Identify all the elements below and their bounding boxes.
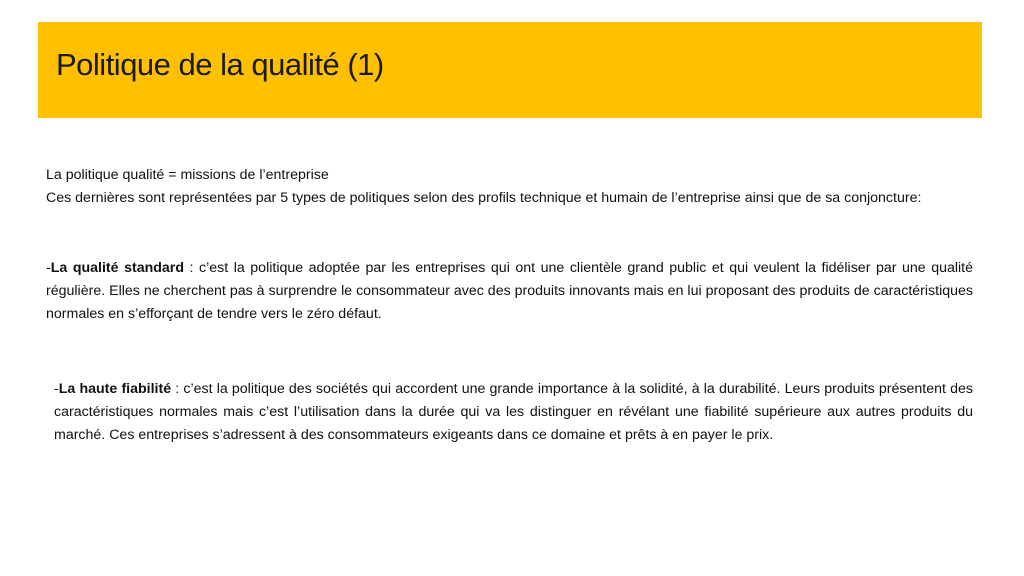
title-banner <box>38 22 982 118</box>
policy-standard-block <box>46 257 973 326</box>
policy-fiabilite-term: La haute fiabilité <box>58 381 172 397</box>
policy-fiabilite-paragraph <box>54 378 973 447</box>
intro-block <box>46 164 973 210</box>
slide-title: Politique de la qualité (1) <box>56 47 384 82</box>
policy-standard-paragraph <box>46 257 973 326</box>
policy-standard-text: : c’est la politique adoptée par les entreprises qui ont une clientèle grand public et qui veulent la fidéliser par une qualité régulière. Elles ne cherchent pas à surprendre le consommateur avec des produits innovants mais en lui proposant des produits de caractéristiques normales en s’efforçant de tendre vers le zéro défaut. <box>46 260 974 322</box>
intro-line-mission: La politique qualité = missions de l’entreprise <box>46 167 329 183</box>
policy-standard-dash: - <box>46 260 51 276</box>
policy-fiabilite-block <box>54 378 973 447</box>
intro-line-types: Ces dernières sont représentées par 5 types de politiques selon des profils technique et humain de l’entreprise ainsi que de sa conjoncture: <box>46 190 922 206</box>
policy-fiabilite-dash: - <box>54 381 59 397</box>
policy-fiabilite-text: : c’est la politique des sociétés qui accordent une grande importance à la solidité, à la durabilité. Leurs produits présentent des caractéristiques normales mais c’est l’utilisation dans la durée qui va les distinguer en révélant une fiabilité supérieure aux autres produits du marché. Ces entreprises s’adressent à des consommateurs exigeants dans ce domaine et prêts à en payer le prix. <box>54 381 973 443</box>
policy-standard-term: La qualité standard <box>50 260 184 276</box>
